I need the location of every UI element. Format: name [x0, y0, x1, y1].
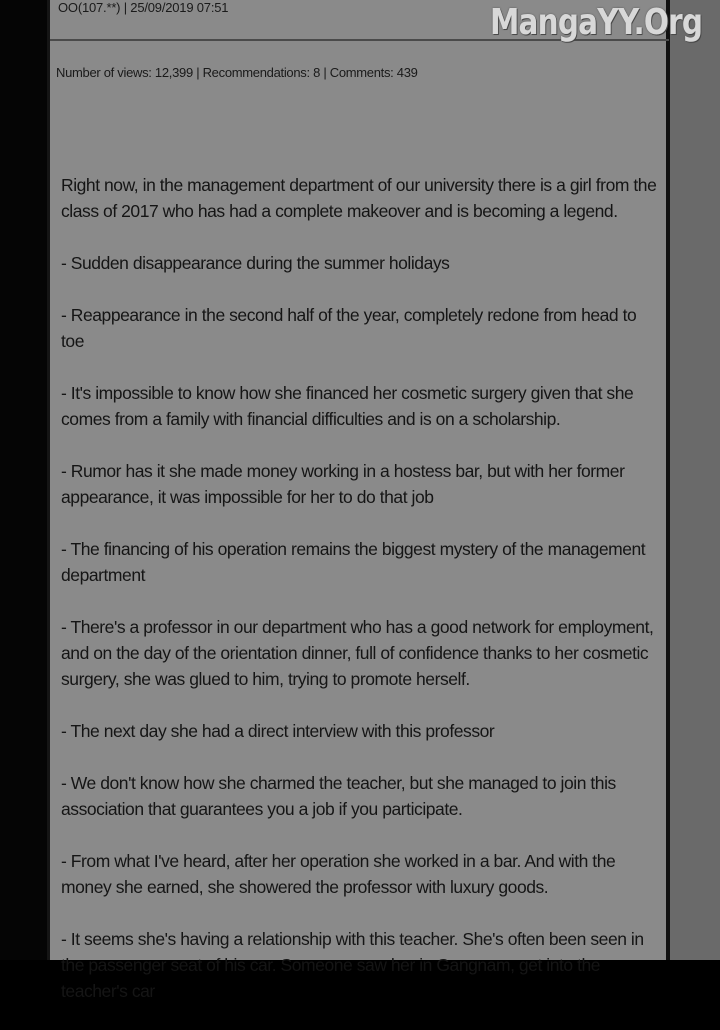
post-paragraph: - It seems she's having a relationship with this teacher. She's often been seen in the passenger seat of his car. Someone saw her in Gangnam, get into the teacher's car: [61, 929, 644, 1001]
post-paragraph: - The next day she had a direct interview with this professor: [61, 721, 495, 741]
post-paragraph: - We don't know how she charmed the teacher, but she managed to join this association that guarantees you a job if you participate.: [61, 773, 616, 819]
post-paragraph: - Rumor has it she made money working in a hostess bar, but with her former appearance, it was impossible for her to do that job: [61, 461, 625, 507]
forum-post-panel: [47, 0, 666, 1001]
post-paragraph: - The financing of his operation remains the biggest mystery of the management department: [61, 539, 646, 585]
right-panel-edge: [666, 0, 670, 960]
post-paragraph: - Sudden disappearance during the summer holidays: [61, 253, 450, 273]
post-body: [61, 172, 661, 1030]
post-paragraph: - There's a professor in our department who has a good network for employment, and on the day of the orientation dinner, full of confidence thanks to her cosmetic surgery, she was glued to him, trying to promote herself.: [61, 617, 654, 689]
post-author-meta: OO(107.**) | 25/09/2019 07:51: [58, 0, 229, 15]
left-black-border: [0, 0, 47, 960]
post-stats: Number of views: 12,399 | Recommendations: 8 | Comments: 439: [56, 65, 418, 80]
site-watermark: MangaYY.Org: [490, 2, 703, 43]
post-paragraph: - From what I've heard, after her operation she worked in a bar. And with the money she earned, she showered the professor with luxury goods.: [61, 851, 616, 897]
post-paragraph: - It's impossible to know how she financed her cosmetic surgery given that she comes from a family with financial difficulties and is on a scholarship.: [61, 383, 634, 429]
post-paragraph: Right now, in the management department of our university there is a girl from the class of 2017 who has had a complete makeover and is becoming a legend.: [61, 175, 657, 221]
right-gray-border: [666, 0, 720, 960]
post-paragraph: - Reappearance in the second half of the year, completely redone from head to toe: [61, 305, 637, 351]
